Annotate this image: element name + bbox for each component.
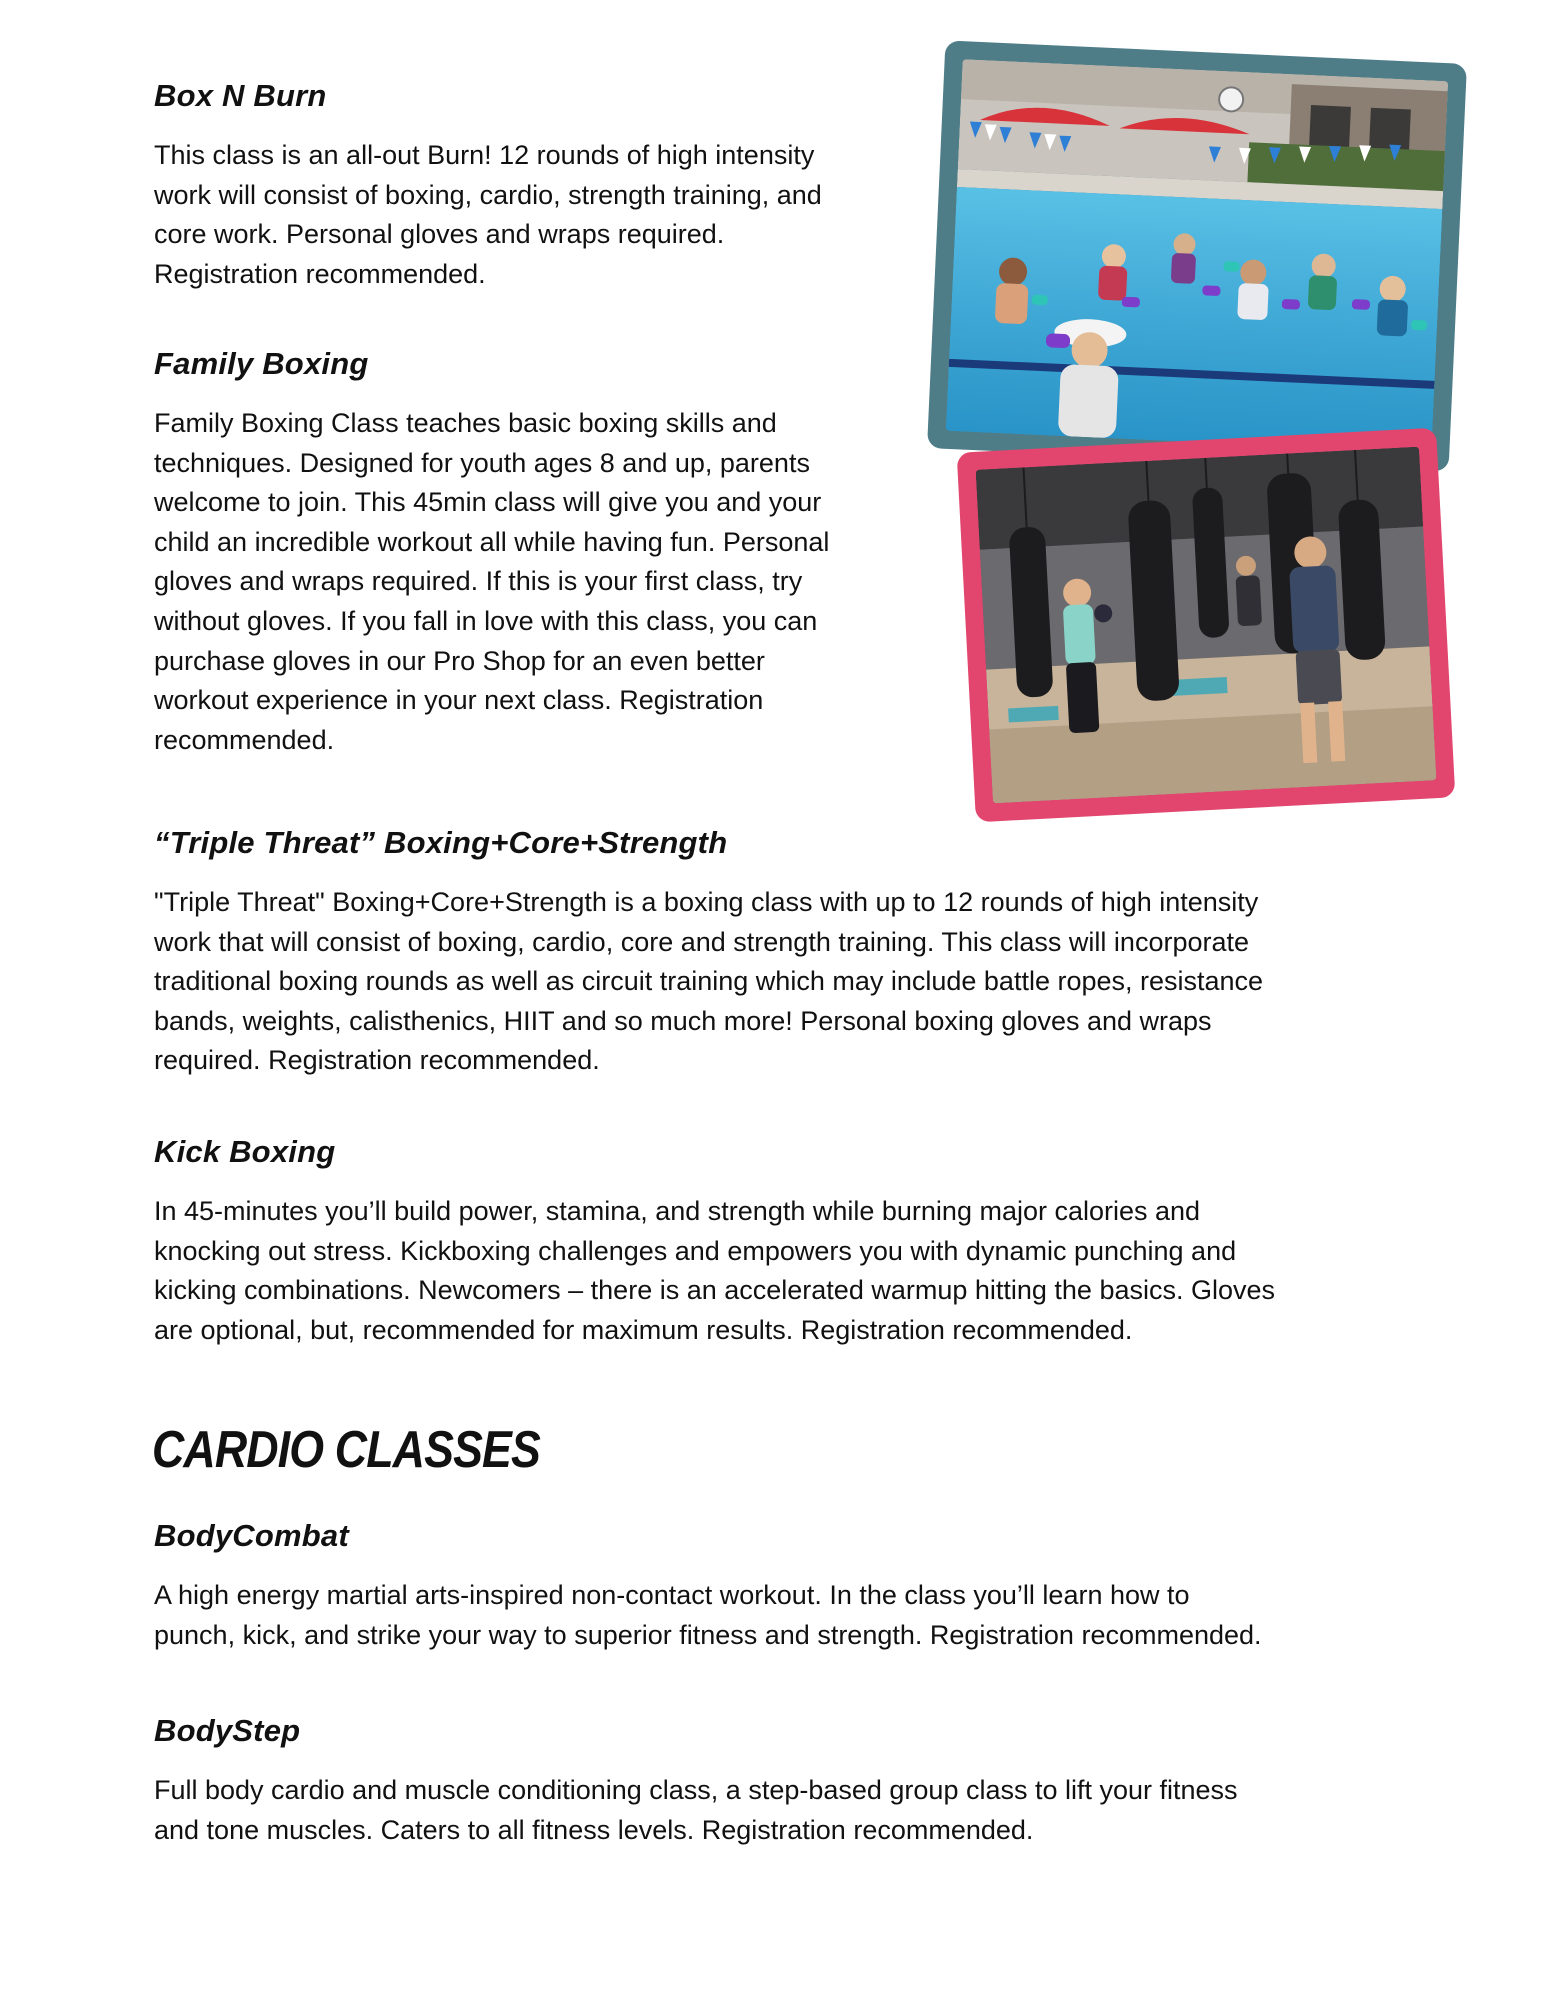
bodycombat-description: A high energy martial arts-inspired non-contact workout. In the class you’ll learn how to punch, kick, and strike your way to superior fitness and strength. Registration recommended. xyxy=(154,1580,1262,1650)
kick-boxing-heading: Kick Boxing xyxy=(154,1134,336,1169)
boxing-gym-image xyxy=(976,447,1437,804)
bodycombat-heading: BodyCombat xyxy=(154,1518,349,1553)
cardio-classes-title: CARDIO CLASSES xyxy=(152,1421,540,1479)
triple-threat-heading: “Triple Threat” Boxing+Core+Strength xyxy=(154,825,728,860)
family-boxing-description: Family Boxing Class teaches basic boxing skills and techniques. Designed for youth ages 8 and up, parents welcome to join. This 45min class will give you and your child an incredible workout all while having fun. Personal gloves and wraps required. If this is your first class, try without gloves. If you fall in love with this class, you can purchase gloves in our Pro Shop for an even better workout experience in your next class. Registration recommended. xyxy=(154,408,830,755)
bodystep-description: Full body cardio and muscle conditioning class, a step-based group class to lift your fitness and tone muscles. Caters to all fitness levels. Registration recommended. xyxy=(154,1775,1238,1845)
box-n-burn-description: This class is an all-out Burn! 12 rounds of high intensity work will consist of boxing, cardio, strength training, and core work. Personal gloves and wraps required. Registration recommended. xyxy=(154,140,822,289)
aqua-fitness-image xyxy=(946,59,1448,453)
gym-scene xyxy=(976,447,1437,804)
kick-boxing-description: In 45-minutes you’ll build power, stamina, and strength while burning major calories and knocking out stress. Kickboxing challenges and empowers you with dynamic punching and kicking combinations. Newcomers – there is an accelerated warmup hitting the basics. Gloves are optional, but, recommended for maximum results. Registration recommended. xyxy=(154,1196,1276,1345)
bodystep-heading: BodyStep xyxy=(154,1713,301,1748)
triple-threat-description: "Triple Threat" Boxing+Core+Strength is a boxing class with up to 12 rounds of high intensity work that will consist of boxing, cardio, core and strength training. This class will incorporate traditional boxing rounds as well as circuit training which may include battle ropes, resistance bands, weights, calisthenics, HIIT and so much more! Personal boxing gloves and wraps required. Registration recommended. xyxy=(154,887,1264,1076)
pool-scene xyxy=(946,59,1448,453)
boxing-gym-photo xyxy=(957,428,1456,823)
family-boxing-heading: Family Boxing xyxy=(154,346,369,381)
box-n-burn-heading: Box N Burn xyxy=(154,78,327,113)
aqua-fitness-photo xyxy=(927,40,1467,471)
